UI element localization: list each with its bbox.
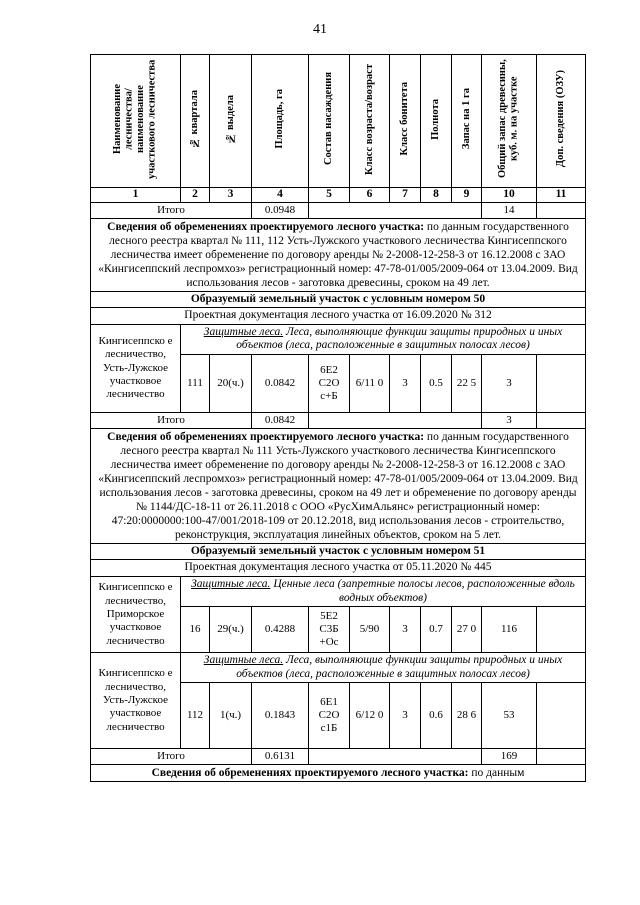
header-row xyxy=(91,55,586,188)
col-number: 2 xyxy=(181,187,210,202)
total-area: 0.0842 xyxy=(252,412,309,428)
col-number: 8 xyxy=(421,187,452,202)
encumbrance-heading: Сведения об обременениях проектируемого лесного участка: xyxy=(151,767,469,780)
quarter-cell: 112 xyxy=(181,683,210,749)
col-number: 5 xyxy=(309,187,350,202)
col-number: 9 xyxy=(452,187,482,202)
forest-category-type: Защитные леса. xyxy=(203,325,284,338)
stock-per-ha-cell: 22 5 xyxy=(452,354,482,412)
header-cell: Площадь, га xyxy=(274,89,286,149)
total-area: 0.6131 xyxy=(252,749,309,765)
age-cell: 5/90 xyxy=(350,607,390,653)
plot-title-row xyxy=(91,543,586,560)
plot-title: Образуемый земельный участок с условным номером 50 xyxy=(91,291,586,308)
encumbrance-text: по данным государственного лесного реестра квартал № 111, 112 Усть-Лужского участкового лесничества Кингисеппского лесничества имеет обременение по договору аренды № 2-2008-12-258-3 от 16.12.2008 с ЗАО «Кингисеппский леспромхоз» регистрационный номер: 47-78-01/005/2009-064 от 13.04.2009. Вид использования лесов - заготовка древесины, сроком на 49 лет. xyxy=(98,220,578,289)
allotment-cell: 20(ч.) xyxy=(210,354,252,412)
project-doc-row xyxy=(91,308,586,325)
forestry-name: Кингисеппско е лесничество, Приморское участковое лесничество xyxy=(91,577,181,653)
total-volume: 14 xyxy=(482,202,537,218)
plot-title-row xyxy=(91,291,586,308)
header-cell: Полнота xyxy=(430,98,442,140)
forest-category xyxy=(181,324,586,354)
area-cell: 0.0842 xyxy=(252,354,309,412)
encumbrance-heading: Сведения об обременениях проектируемого лесного участка: xyxy=(107,220,425,233)
stock-per-ha-cell: 28 6 xyxy=(452,683,482,749)
quarter-cell: 111 xyxy=(181,354,210,412)
age-cell: 6/11 0 xyxy=(350,354,390,412)
column-number-row xyxy=(91,187,586,202)
forest-category-desc: Леса, выполняющие функции защиты природных и иных объектов (леса, расположенные в защитных полосах лесов) xyxy=(236,654,563,680)
total-area: 0.0948 xyxy=(252,202,309,218)
total-stock-cell: 53 xyxy=(482,683,537,749)
age-cell: 6/12 0 xyxy=(350,683,390,749)
encumbrance-info xyxy=(91,428,586,543)
col-number: 1 xyxy=(91,187,181,202)
allotment-cell: 1(ч.) xyxy=(210,683,252,749)
col-number: 7 xyxy=(390,187,421,202)
forest-category-type: Защитные леса. xyxy=(203,654,284,667)
density-cell: 0.7 xyxy=(421,607,452,653)
header-cell: Общий запас древесины, куб. м. на участке xyxy=(497,59,520,179)
forest-category-type: Защитные леса. xyxy=(191,578,271,591)
encumbrance-info xyxy=(91,765,586,782)
composition-cell: 6Е1 С2О с1Б xyxy=(309,683,350,749)
total-stock-cell: 3 xyxy=(482,354,537,412)
forestry-name: Кингисеппско е лесничество, Усть-Лужское участковое лесничество xyxy=(91,653,181,749)
allotment-cell: 29(ч.) xyxy=(210,607,252,653)
area-cell: 0.1843 xyxy=(252,683,309,749)
header-cell: Наименование лесничества/ наименование участкового лесничества xyxy=(112,59,159,179)
quarter-cell: 16 xyxy=(181,607,210,653)
header-cell: Класс возраста/возраст xyxy=(363,63,375,175)
forest-category-row xyxy=(91,653,586,683)
col-number: 4 xyxy=(252,187,309,202)
forest-category-desc: Леса, выполняющие функции защиты природных и иных объектов (леса, расположенные в защитных полосах лесов) xyxy=(236,325,563,352)
bonitet-cell: 3 xyxy=(390,354,421,412)
forestry-name: Кингисеппско е лесничество, Усть-Лужское участковое лесничество xyxy=(91,324,181,412)
forest-category-desc: Ценные леса (запретные полосы лесов, расположенные вдоль водных объектов) xyxy=(270,578,575,604)
bonitet-cell: 3 xyxy=(390,683,421,749)
encumbrance-heading: Сведения об обременениях проектируемого лесного участка: xyxy=(107,430,425,443)
forest-category xyxy=(181,653,586,683)
extra-info-cell xyxy=(537,683,586,749)
encumbrance-row xyxy=(91,765,586,782)
total-row xyxy=(91,412,586,428)
col-number: 10 xyxy=(482,187,537,202)
col-number: 3 xyxy=(210,187,252,202)
total-label: Итого xyxy=(91,412,252,428)
forest-plots-table xyxy=(90,54,586,782)
encumbrance-row xyxy=(91,428,586,543)
header-cell: Состав насаждения xyxy=(323,72,335,166)
total-row xyxy=(91,749,586,765)
project-doc: Проектная документация лесного участка от 16.09.2020 № 312 xyxy=(91,308,586,325)
col-number: 6 xyxy=(350,187,390,202)
header-cell: Класс бонитета xyxy=(399,82,411,156)
forest-category xyxy=(181,577,586,607)
extra-info-cell xyxy=(537,354,586,412)
header-cell: Доп. сведения (ОЗУ) xyxy=(555,70,567,168)
encumbrance-text: по данным государственного лесного реестра квартал № 111 Усть-Лужского участкового лесничества Кингисеппского лесничества имеет обременение по договору аренды № 2-2008-12-258-3 от 16.12.2008 с ЗАО «Кингисеппский леспромхоз» регистрационный номер: 47-78-01/005/2009-064 от 13.04.2009. Вид использования лесов - заготовка древесины, сроком на 49 лет и обременение по договору аренды № 1144/ДС-18-11 от 26.11.2018 с ООО «РусХимАльянс» регистрационный номер: 47:20:0000000:100-47/001/2018-109 от 20.12.2018, вид использования лесов - строительство, реконструкция, эксплуатация линейных объектов, сроком на 5 лет. xyxy=(98,430,578,541)
project-doc-row xyxy=(91,560,586,577)
total-row xyxy=(91,202,586,218)
header-cell: № выдела xyxy=(224,94,236,144)
project-doc: Проектная документация лесного участка от 05.11.2020 № 445 xyxy=(91,560,586,577)
header-cell: № квартала xyxy=(189,89,201,149)
composition-cell: 5Е2 С3Б +Ос xyxy=(309,607,350,653)
col-number: 11 xyxy=(537,187,586,202)
bonitet-cell: 3 xyxy=(390,607,421,653)
encumbrance-text: по данным xyxy=(468,767,525,780)
total-stock-cell: 116 xyxy=(482,607,537,653)
total-label: Итого xyxy=(91,749,252,765)
forest-category-row xyxy=(91,324,586,354)
encumbrance-row xyxy=(91,218,586,291)
area-cell: 0.4288 xyxy=(252,607,309,653)
page-number: 41 xyxy=(313,22,327,37)
total-label: Итого xyxy=(91,202,252,218)
composition-cell: 6Е2 С2О с+Б xyxy=(309,354,350,412)
stock-per-ha-cell: 27 0 xyxy=(452,607,482,653)
total-volume: 169 xyxy=(482,749,537,765)
density-cell: 0.6 xyxy=(421,683,452,749)
forest-category-row xyxy=(91,577,586,607)
extra-info-cell xyxy=(537,607,586,653)
encumbrance-info xyxy=(91,218,586,291)
plot-title: Образуемый земельный участок с условным номером 51 xyxy=(91,543,586,560)
header-cell: Запас на 1 га xyxy=(460,88,472,150)
total-volume: 3 xyxy=(482,412,537,428)
density-cell: 0.5 xyxy=(421,354,452,412)
